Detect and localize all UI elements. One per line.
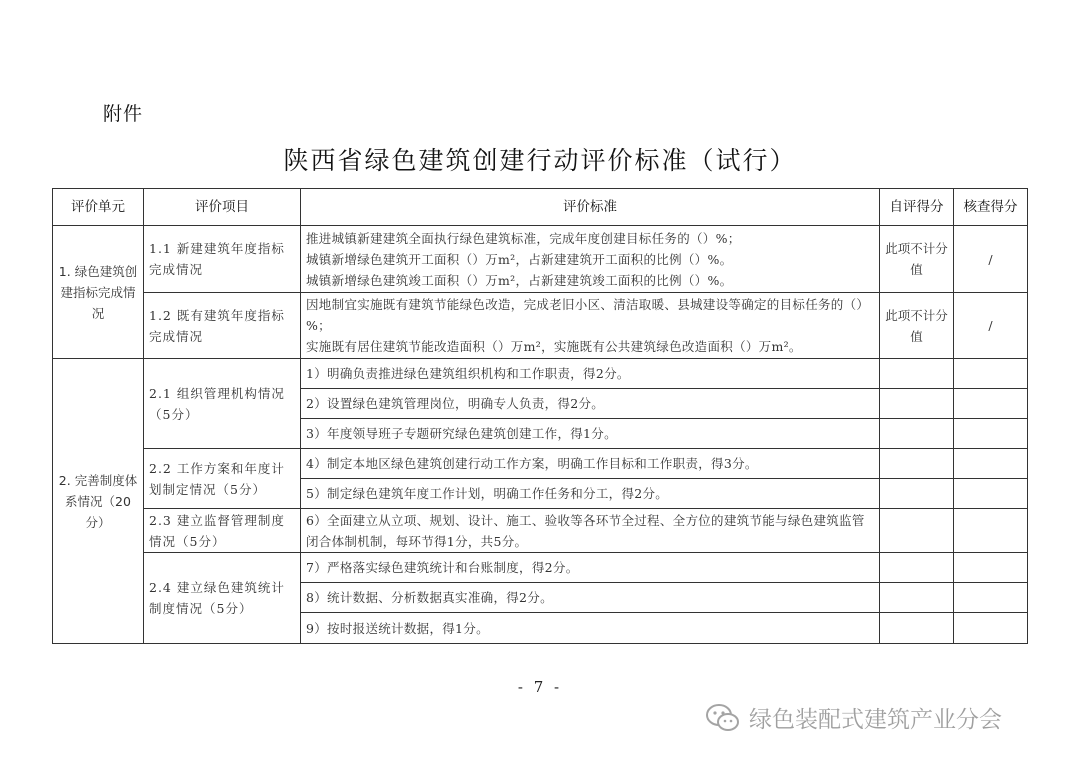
item-2-3: 2.3 建立监督管理制度情况（5分） [144,509,301,553]
header-check-score: 核查得分 [954,189,1028,226]
criteria-r6: 6）全面建立从立项、规划、设计、施工、验收等各环节全过程、全方位的建筑节能与绿色建筑监管闭合体制机制，每环节得1分，共5分。 [301,509,880,553]
watermark [705,701,1002,734]
self-score-cell [880,389,954,419]
criteria-line: 城镇新增绿色建筑竣工面积（）万m²，占新建建筑竣工面积的比例（）%。 [306,272,733,288]
check-score-1-1: / [954,226,1028,293]
item-2-1: 2.1 组织管理机构情况（5分） [144,359,301,449]
criteria-line: 推进城镇新建建筑全面执行绿色建筑标准，完成年度创建目标任务的（）%； [306,230,741,246]
check-score-cell [954,359,1028,389]
criteria-r4: 4）制定本地区绿色建筑创建行动工作方案，明确工作目标和工作职责，得3分。 [301,449,880,479]
self-score-cell [880,509,954,553]
item-2-2: 2.2 工作方案和年度计划制定情况（5分） [144,449,301,509]
table-header-row [53,189,1028,226]
criteria-r8: 8）统计数据、分析数据真实准确，得2分。 [301,583,880,613]
table-row [53,293,1028,359]
criteria-line: 城镇新增绿色建筑开工面积（）万m²，占新建建筑开工面积的比例（）%。 [306,251,733,267]
criteria-1-1 [301,226,880,293]
criteria-r3: 3）年度领导班子专题研究绿色建筑创建工作，得1分。 [301,419,880,449]
self-score-cell [880,553,954,583]
unit-1: 1. 绿色建筑创建指标完成情况 [53,226,144,359]
self-score-cell [880,479,954,509]
self-score-1-1: 此项不计分值 [880,226,954,293]
check-score-cell [954,509,1028,553]
table-row [53,359,1028,389]
self-score-cell [880,359,954,389]
check-score-1-2: / [954,293,1028,359]
unit-2: 2. 完善制度体系情况（20分） [53,359,144,644]
table-row [53,226,1028,293]
self-score-1-2: 此项不计分值 [880,293,954,359]
item-1-1: 1.1 新建建筑年度指标完成情况 [144,226,301,293]
document-title: 陕西省绿色建筑创建行动评价标准（试行） [283,146,797,175]
check-score-cell [954,479,1028,509]
evaluation-table [52,188,1028,644]
check-score-cell [954,389,1028,419]
criteria-line: 实施既有居住建筑节能改造面积（）万m²，实施既有公共建筑绿色改造面积（）万m²。 [306,339,802,354]
item-1-2: 1.2 既有建筑年度指标完成情况 [144,293,301,359]
watermark-text: 绿色装配式建筑产业分会 [749,707,1002,733]
self-score-cell [880,613,954,644]
check-score-cell [954,613,1028,644]
check-score-cell [954,583,1028,613]
self-score-cell [880,419,954,449]
criteria-r5: 5）制定绿色建筑年度工作计划，明确工作任务和分工，得2分。 [301,479,880,509]
table-row [53,553,1028,583]
criteria-1-2 [301,293,880,359]
page-number: - 7 - [517,678,563,696]
criteria-r1: 1）明确负责推进绿色建筑组织机构和工作职责，得2分。 [301,359,880,389]
check-score-cell [954,449,1028,479]
wechat-icon [705,703,741,733]
attachment-label: 附件 [103,103,144,125]
table-row [53,509,1028,553]
criteria-line: 因地制宜实施既有建筑节能绿色改造，完成老旧小区、清洁取暖、县城建设等确定的目标任务的（）%； [306,297,870,333]
criteria-r7: 7）严格落实绿色建筑统计和台账制度，得2分。 [301,553,880,583]
item-2-4: 2.4 建立绿色建筑统计制度情况（5分） [144,553,301,644]
header-unit: 评价单元 [53,189,144,226]
self-score-cell [880,449,954,479]
criteria-r2: 2）设置绿色建筑管理岗位，明确专人负责，得2分。 [301,389,880,419]
check-score-cell [954,419,1028,449]
check-score-cell [954,553,1028,583]
header-criteria: 评价标准 [301,189,880,226]
self-score-cell [880,583,954,613]
criteria-r9: 9）按时报送统计数据，得1分。 [301,613,880,644]
header-self-score: 自评得分 [880,189,954,226]
table-row [53,449,1028,479]
header-item: 评价项目 [144,189,301,226]
